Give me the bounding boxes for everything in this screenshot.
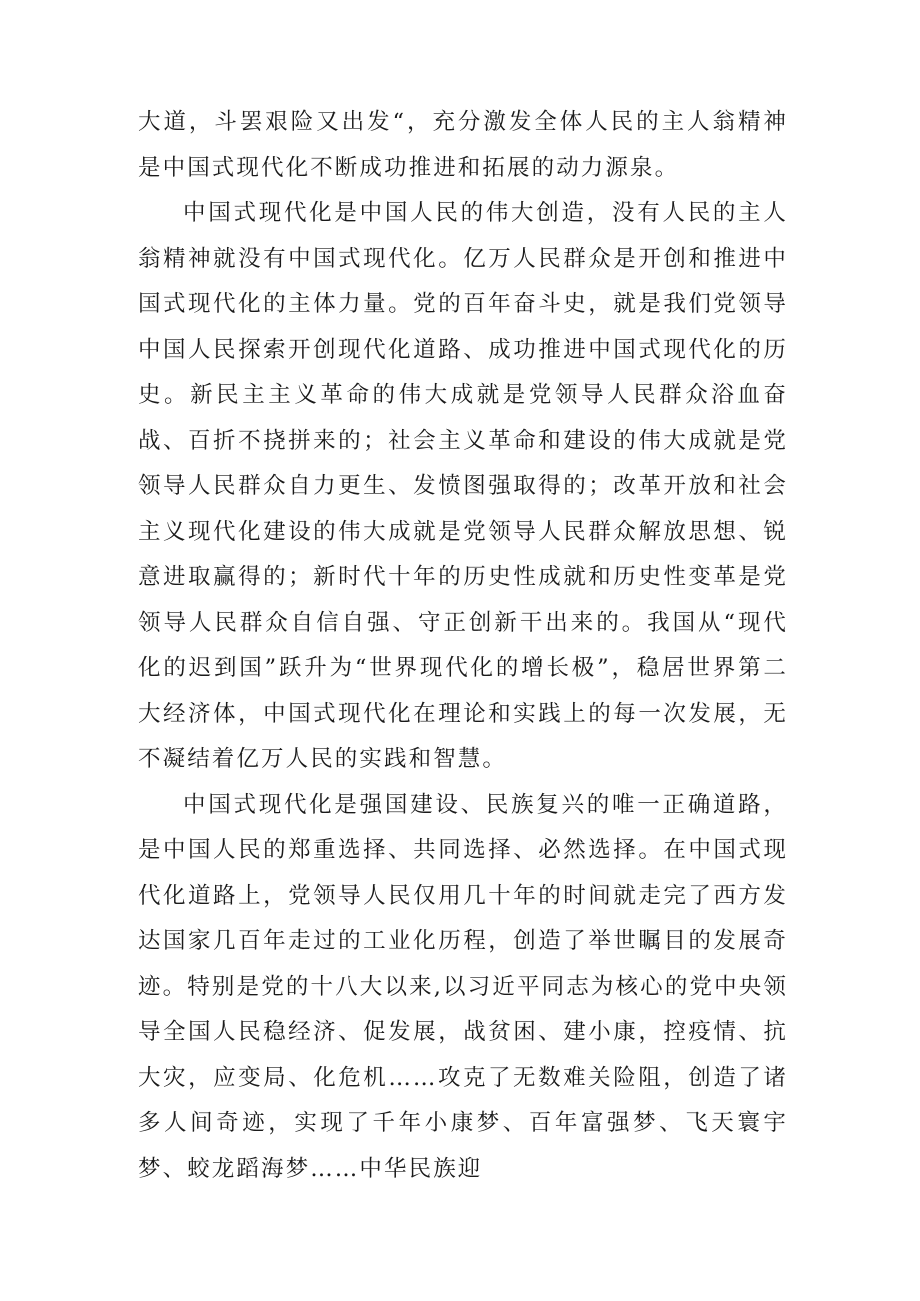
- paragraph-2: 中国式现代化是中国人民的伟大创造，没有人民的主人翁精神就没有中国式现代化。亿万人民群众是开创和推进中国式现代化的主体力量。党的百年奋斗史，就是我们党领导中国人民探索开创现代化道路、成功推进中国式现代化的历史。新民主主义革命的伟大成就是党领导人民群众浴血奋战、百折不挠拼来的；社会主义革命和建设的伟大成就是党领导人民群众自力更生、发愤图强取得的；改革开放和社会主义现代化建设的伟大成就是党领导人民群众解放思想、锐意进取赢得的；新时代十年的历史性成就和历史性变革是党领导人民群众自信自强、守正创新干出来的。我国从“现代化的迟到国”跃升为“世界现代化的增长极”，稳居世界第二大经济体，中国式现代化在理论和实践上的每一次发展，无不凝结着亿万人民的实践和智慧。: [138, 200, 788, 772]
- document-page: [138, 100, 788, 1192]
- paragraph-3: 中国式现代化是强国建设、民族复兴的唯一正确道路，是中国人民的郑重选择、共同选择、必然选择。在中国式现代化道路上，党领导人民仅用几十年的时间就走完了西方发达国家几百年走过的工业化历程，创造了举世瞩目的发展奇迹。特别是党的十八大以来,以习近平同志为核心的党中央领导全国人民稳经济、促发展，战贫困、建小康，控疫情、抗大灾，应变局、化危机……攻克了无数难关险阻，创造了诸多人间奇迹，实现了千年小康梦、百年富强梦、飞天寰宇梦、蛟龙蹈海梦……中华民族迎: [138, 791, 788, 1182]
- paragraph-1: 大道，斗罢艰险又出发“，充分激发全体人民的主人翁精神是中国式现代化不断成功推进和拓展的动力源泉。: [138, 109, 788, 181]
